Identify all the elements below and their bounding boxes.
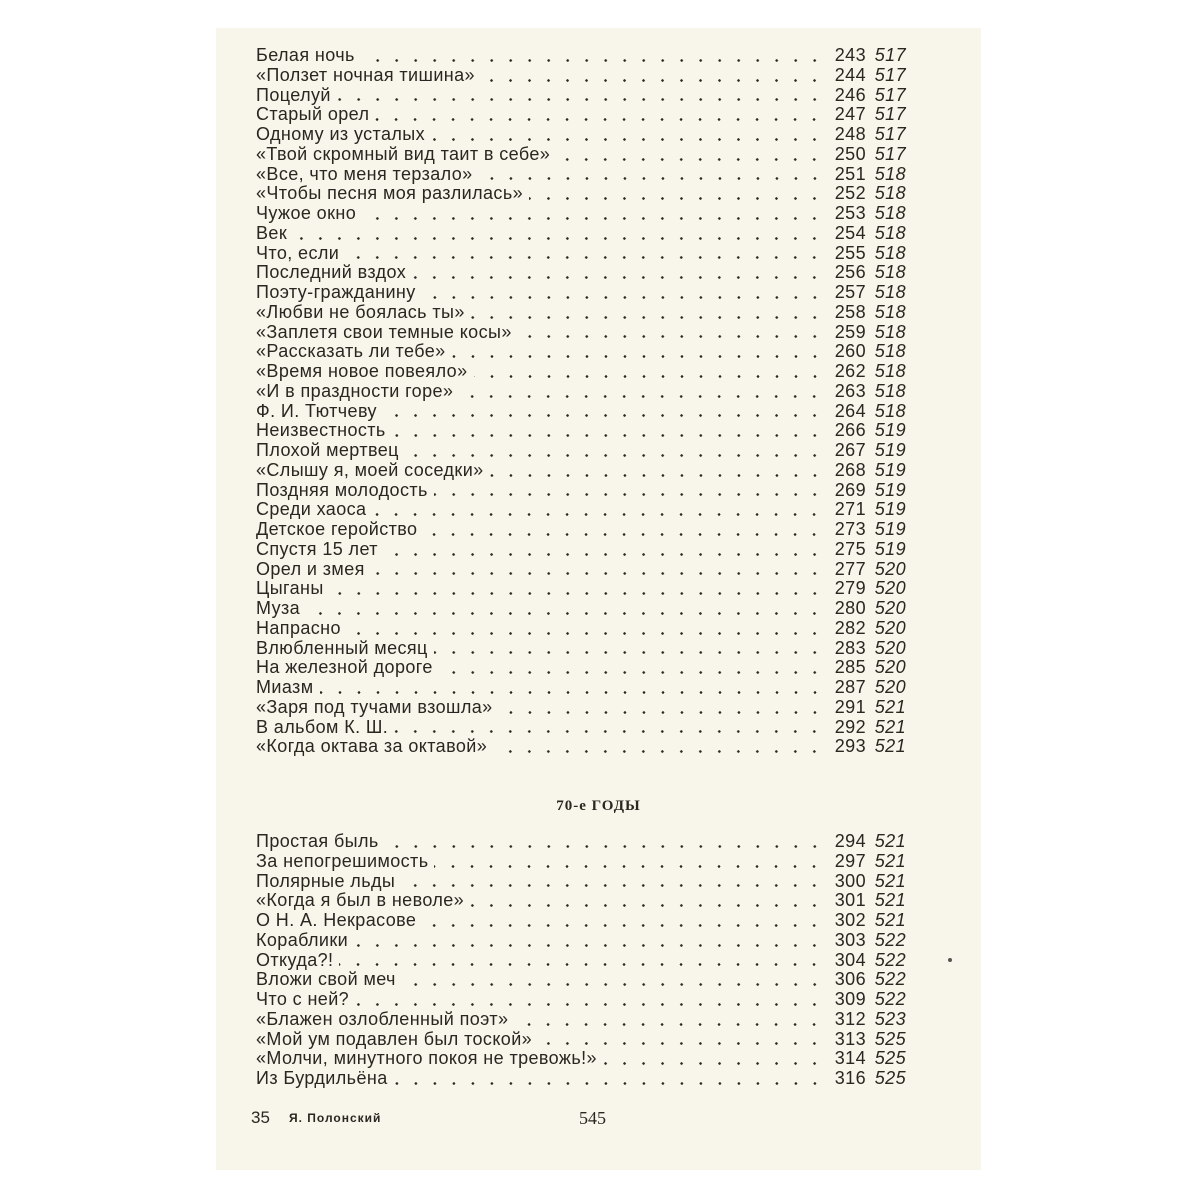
entry-page-number: 309 xyxy=(834,989,866,1009)
toc-entry xyxy=(256,66,906,86)
dot-leader xyxy=(518,335,824,338)
toc-entry xyxy=(256,500,906,520)
entry-page-number: 253 xyxy=(834,203,866,223)
entry-commentary-page: 518 xyxy=(874,262,906,283)
entry-title: «Заплетя свои темные косы» xyxy=(256,321,512,342)
dot-leader xyxy=(423,533,824,536)
toc-entry xyxy=(256,619,906,639)
entry-commentary-page: 518 xyxy=(874,203,906,223)
entry-page-number: 251 xyxy=(834,163,866,184)
entry-title: «Слышу я, моей соседки» xyxy=(256,459,484,480)
dot-leader xyxy=(293,237,824,240)
entry-page-number: 294 xyxy=(834,831,866,851)
entry-title: «Любви не боялась ты» xyxy=(256,301,465,322)
entry-commentary-page: 517 xyxy=(874,124,906,144)
dot-leader xyxy=(434,651,824,654)
dot-leader xyxy=(499,711,824,714)
toc-entry xyxy=(256,990,906,1010)
entry-commentary-page: 518 xyxy=(874,380,906,401)
toc-list-part1 xyxy=(256,46,906,757)
dot-leader xyxy=(538,1042,824,1045)
entry-page-number: 256 xyxy=(834,262,866,283)
dot-leader xyxy=(493,750,824,753)
running-author: Я. Полонский xyxy=(289,1111,382,1125)
entry-commentary-page: 518 xyxy=(874,321,906,342)
dot-leader xyxy=(384,553,824,556)
entry-page-number: 269 xyxy=(834,479,866,500)
dot-leader xyxy=(471,316,824,319)
entry-title: «Мой ум подавлен был тоской» xyxy=(256,1028,533,1049)
dot-leader xyxy=(394,730,824,733)
entry-page-number: 271 xyxy=(834,499,866,520)
entry-title: «Заря под тучами взошла» xyxy=(256,696,493,717)
toc-entry xyxy=(256,184,906,204)
toc-entry xyxy=(256,520,906,540)
entry-commentary-page: 519 xyxy=(874,538,906,559)
dot-leader xyxy=(434,493,824,496)
toc-entry xyxy=(256,125,906,145)
entry-commentary-page: 518 xyxy=(874,163,906,184)
entry-title: На железной дороге xyxy=(256,657,433,678)
toc-entry xyxy=(256,658,906,678)
entry-commentary-page: 518 xyxy=(874,242,906,263)
entry-page-number: 264 xyxy=(834,400,866,421)
entry-title: «Блажен озлобленный поэт» xyxy=(256,1008,509,1029)
dot-leader xyxy=(529,197,824,200)
entry-commentary-page: 525 xyxy=(874,1068,906,1088)
toc-entry xyxy=(256,852,906,872)
entry-commentary-page: 520 xyxy=(874,677,906,697)
entry-title: О Н. А. Некрасове xyxy=(256,910,417,930)
dot-leader xyxy=(394,1082,824,1085)
toc-entry xyxy=(256,1069,906,1089)
toc-entry xyxy=(256,323,906,343)
entry-page-number: 301 xyxy=(834,890,866,911)
entry-commentary-page: 521 xyxy=(874,696,906,717)
entry-commentary-page: 519 xyxy=(874,499,906,520)
entry-title: Кораблики xyxy=(256,929,349,950)
entry-page-number: 273 xyxy=(834,519,866,539)
dot-leader xyxy=(402,983,824,986)
toc-entry xyxy=(256,891,906,911)
dot-leader xyxy=(375,118,824,121)
toc-entry xyxy=(256,165,906,185)
toc-entry xyxy=(256,560,906,580)
entry-commentary-page: 520 xyxy=(874,578,906,599)
entry-title: Одному из усталых xyxy=(256,124,426,144)
entry-page-number: 257 xyxy=(834,282,866,302)
entry-page-number: 283 xyxy=(834,637,866,658)
entry-commentary-page: 517 xyxy=(874,143,906,164)
entry-commentary-page: 521 xyxy=(874,910,906,930)
entry-title: «Молчи, минутного покоя не тревожь!» xyxy=(256,1048,597,1069)
toc-entry xyxy=(256,105,906,125)
toc-entry xyxy=(256,461,906,481)
dot-leader xyxy=(361,59,824,62)
entry-commentary-page: 517 xyxy=(874,64,906,85)
dot-leader xyxy=(306,612,824,615)
dot-leader xyxy=(422,296,824,299)
toc-entry xyxy=(256,402,906,422)
entry-page-number: 285 xyxy=(834,657,866,678)
entry-page-number: 279 xyxy=(834,578,866,599)
paper-speck xyxy=(948,958,952,962)
entry-title: Поэту-гражданину xyxy=(256,282,416,302)
dot-leader xyxy=(392,434,824,437)
entry-commentary-page: 519 xyxy=(874,479,906,500)
entry-commentary-page: 525 xyxy=(874,1028,906,1049)
toc-entry xyxy=(256,599,906,619)
entry-title: Чужое окно xyxy=(256,203,357,223)
entry-title: «Время новое повеяло» xyxy=(256,361,468,381)
entry-page-number: 252 xyxy=(834,183,866,204)
dot-leader xyxy=(452,355,824,358)
entry-title: Простая быль xyxy=(256,831,379,851)
entry-page-number: 262 xyxy=(834,361,866,381)
toc-entry xyxy=(256,911,906,931)
entry-commentary-page: 522 xyxy=(874,929,906,950)
entry-title: Поцелуй xyxy=(256,84,331,105)
entry-title: «Рассказать ли тебе» xyxy=(256,341,446,362)
entry-title: «Когда октава за октавой» xyxy=(256,736,488,757)
entry-commentary-page: 518 xyxy=(874,183,906,204)
entry-title: «Чтобы песня моя разлилась» xyxy=(256,183,524,204)
dot-leader xyxy=(556,158,824,161)
toc-list-part2 xyxy=(256,832,906,1089)
dot-leader xyxy=(337,98,824,101)
entry-commentary-page: 521 xyxy=(874,831,906,851)
toc-entry xyxy=(256,224,906,244)
dot-leader xyxy=(355,1003,824,1006)
entry-page-number: 259 xyxy=(834,321,866,342)
toc-entry xyxy=(256,1049,906,1069)
entry-title: Вложи свой меч xyxy=(256,969,396,990)
dot-leader xyxy=(490,474,824,477)
entry-title: Плохой мертвец xyxy=(256,440,399,460)
entry-page-number: 304 xyxy=(834,949,866,970)
entry-title: Детское геройство xyxy=(256,519,418,539)
toc-entry xyxy=(256,872,906,892)
toc-entry xyxy=(256,970,906,990)
entry-commentary-page: 521 xyxy=(874,850,906,871)
entry-page-number: 266 xyxy=(834,420,866,441)
toc-entry xyxy=(256,639,906,659)
entry-commentary-page: 520 xyxy=(874,598,906,618)
dot-leader xyxy=(431,138,824,141)
toc-entry xyxy=(256,342,906,362)
entry-commentary-page: 520 xyxy=(874,617,906,638)
entry-page-number: 291 xyxy=(834,696,866,717)
entry-commentary-page: 522 xyxy=(874,949,906,970)
entry-page-number: 268 xyxy=(834,459,866,480)
entry-page-number: 312 xyxy=(834,1008,866,1029)
entry-commentary-page: 519 xyxy=(874,519,906,539)
entry-page-number: 303 xyxy=(834,929,866,950)
dot-leader xyxy=(385,845,824,848)
entry-commentary-page: 517 xyxy=(874,104,906,125)
toc-entry xyxy=(256,441,906,461)
signature-number: 35 xyxy=(251,1108,270,1127)
toc-entry xyxy=(256,382,906,402)
entry-commentary-page: 522 xyxy=(874,989,906,1009)
entry-page-number: 247 xyxy=(834,104,866,125)
toc-entry xyxy=(256,421,906,441)
dot-leader xyxy=(401,884,824,887)
entry-commentary-page: 519 xyxy=(874,440,906,460)
dot-leader xyxy=(481,79,824,82)
entry-page-number: 275 xyxy=(834,538,866,559)
entry-title: Ф. И. Тютчеву xyxy=(256,400,377,421)
entry-page-number: 260 xyxy=(834,341,866,362)
entry-title: За непогрешимость xyxy=(256,850,429,871)
entry-title: Среди хаоса xyxy=(256,499,367,520)
entry-commentary-page: 518 xyxy=(874,361,906,381)
toc-entry xyxy=(256,481,906,501)
toc-entry xyxy=(256,46,906,66)
entry-page-number: 280 xyxy=(834,598,866,618)
toc-entry xyxy=(256,931,906,951)
entry-commentary-page: 521 xyxy=(874,870,906,891)
entry-commentary-page: 517 xyxy=(874,84,906,105)
dot-leader xyxy=(603,1062,824,1065)
entry-title: Откуда?! xyxy=(256,949,334,970)
toc-entry xyxy=(256,86,906,106)
entry-title: Цыганы xyxy=(256,578,324,599)
dot-leader xyxy=(459,395,824,398)
entry-commentary-page: 518 xyxy=(874,341,906,362)
entry-title: Влюбленный месяц xyxy=(256,637,428,658)
entry-page-number: 287 xyxy=(834,677,866,697)
entry-commentary-page: 518 xyxy=(874,301,906,322)
entry-title: Орел и змея xyxy=(256,558,365,579)
entry-page-number: 297 xyxy=(834,850,866,871)
section-heading: 70-е ГОДЫ xyxy=(556,798,641,814)
entry-commentary-page: 520 xyxy=(874,657,906,678)
dot-leader xyxy=(339,963,824,966)
entry-commentary-page: 519 xyxy=(874,459,906,480)
entry-page-number: 250 xyxy=(834,143,866,164)
entry-title: Последний вздох xyxy=(256,262,407,283)
entry-title: Белая ночь xyxy=(256,45,355,65)
toc-entry xyxy=(256,540,906,560)
entry-page-number: 267 xyxy=(834,440,866,460)
entry-page-number: 300 xyxy=(834,870,866,891)
entry-commentary-page: 521 xyxy=(874,716,906,737)
dot-leader xyxy=(345,256,824,259)
toc-entry xyxy=(256,145,906,165)
entry-commentary-page: 518 xyxy=(874,222,906,243)
entry-title: Неизвестность xyxy=(256,420,386,441)
entry-page-number: 244 xyxy=(834,64,866,85)
entry-commentary-page: 519 xyxy=(874,420,906,441)
toc-entry xyxy=(256,1030,906,1050)
entry-page-number: 263 xyxy=(834,380,866,401)
entry-commentary-page: 520 xyxy=(874,637,906,658)
entry-page-number: 302 xyxy=(834,910,866,930)
dot-leader xyxy=(412,276,824,279)
entry-title: В альбом К. Ш. xyxy=(256,716,389,737)
toc-entry xyxy=(256,1010,906,1030)
entry-commentary-page: 517 xyxy=(874,45,906,65)
entry-title: Поздняя молодость xyxy=(256,479,428,500)
dot-leader xyxy=(320,691,825,694)
toc-entry xyxy=(256,698,906,718)
toc-entry xyxy=(256,718,906,738)
entry-page-number: 255 xyxy=(834,242,866,263)
entry-page-number: 277 xyxy=(834,558,866,579)
entry-page-number: 282 xyxy=(834,617,866,638)
toc-entry xyxy=(256,832,906,852)
dot-leader xyxy=(354,944,824,947)
dot-leader xyxy=(347,632,824,635)
entry-title: «Когда я был в неволе» xyxy=(256,890,465,911)
dot-leader xyxy=(434,865,824,868)
entry-page-number: 246 xyxy=(834,84,866,105)
entry-commentary-page: 523 xyxy=(874,1008,906,1029)
toc-entry xyxy=(256,737,906,757)
dot-leader xyxy=(422,924,824,927)
dot-leader xyxy=(470,904,824,907)
toc-entry xyxy=(256,303,906,323)
dot-leader xyxy=(474,375,825,378)
dot-leader xyxy=(479,177,824,180)
entry-page-number: 313 xyxy=(834,1028,866,1049)
toc-entry xyxy=(256,579,906,599)
toc-entry xyxy=(256,362,906,382)
page-footer xyxy=(251,1108,981,1132)
entry-commentary-page: 518 xyxy=(874,282,906,302)
dot-leader xyxy=(383,414,824,417)
entry-commentary-page: 525 xyxy=(874,1048,906,1069)
entry-title: Полярные льды xyxy=(256,870,396,891)
entry-commentary-page: 522 xyxy=(874,969,906,990)
entry-title: Муза xyxy=(256,598,301,618)
entry-title: «Ползет ночная тишина» xyxy=(256,64,475,85)
dot-leader xyxy=(405,454,824,457)
entry-title: Век xyxy=(256,222,288,243)
dot-leader xyxy=(362,217,824,220)
entry-page-number: 248 xyxy=(834,124,866,144)
entry-page-number: 316 xyxy=(834,1068,866,1088)
dot-leader xyxy=(372,513,824,516)
dot-leader xyxy=(514,1023,824,1026)
entry-page-number: 306 xyxy=(834,969,866,990)
dot-leader xyxy=(439,671,824,674)
toc-entry xyxy=(256,204,906,224)
entry-title: Что, если xyxy=(256,242,340,263)
entry-title: Спустя 15 лет xyxy=(256,538,378,559)
entry-page-number: 254 xyxy=(834,222,866,243)
toc-entry xyxy=(256,263,906,283)
entry-page-number: 293 xyxy=(834,736,866,757)
toc-entry xyxy=(256,283,906,303)
entry-commentary-page: 518 xyxy=(874,400,906,421)
toc-entry xyxy=(256,678,906,698)
entry-page-number: 314 xyxy=(834,1048,866,1069)
entry-commentary-page: 521 xyxy=(874,890,906,911)
entry-page-number: 292 xyxy=(834,716,866,737)
entry-title: Миазм xyxy=(256,677,314,697)
entry-title: «И в праздности горе» xyxy=(256,380,454,401)
entry-title: Напрасно xyxy=(256,617,341,638)
entry-title: «Твой скромный вид таит в себе» xyxy=(256,143,551,164)
entry-commentary-page: 521 xyxy=(874,736,906,757)
toc-entry xyxy=(256,951,906,971)
page-number: 545 xyxy=(579,1108,606,1128)
dot-leader xyxy=(371,572,824,575)
entry-commentary-page: 520 xyxy=(874,558,906,579)
toc-entry xyxy=(256,244,906,264)
entry-title: «Все, что меня терзало» xyxy=(256,163,473,184)
entry-title: Что с ней? xyxy=(256,989,350,1009)
entry-page-number: 243 xyxy=(834,45,866,65)
book-page xyxy=(216,28,981,1170)
entry-title: Старый орел xyxy=(256,104,370,125)
dot-leader xyxy=(330,592,824,595)
entry-title: Из Бурдильёна xyxy=(256,1068,388,1088)
entry-page-number: 258 xyxy=(834,301,866,322)
